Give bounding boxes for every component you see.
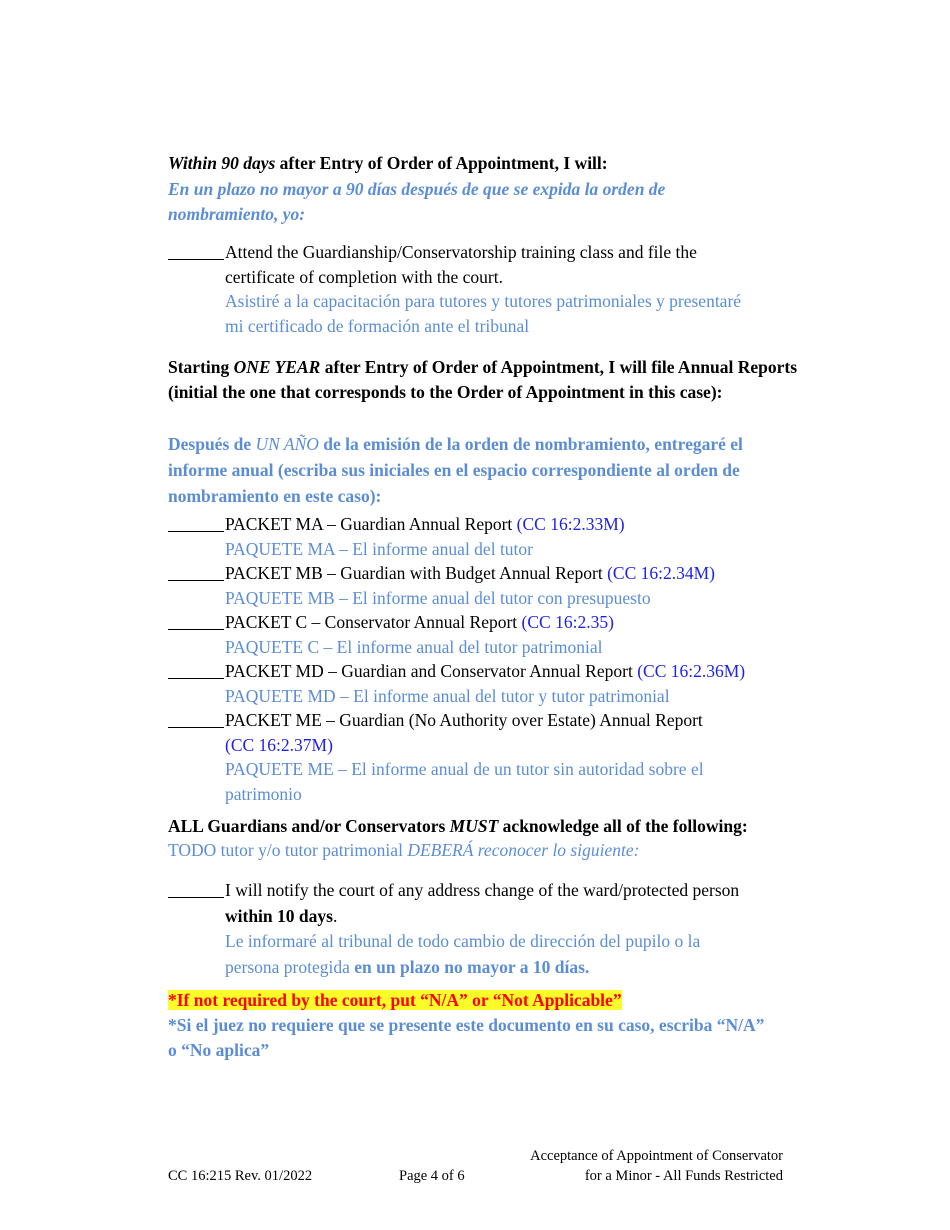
packet-c-spanish: PAQUETE C – El informe anual del tutor patrimonial [225,636,603,657]
training-item-line1: Attend the Guardianship/Conservatorship training class and file the [225,242,697,262]
address-item-es-line1: Le informaré al tribunal de todo cambio de dirección del pupilo o la [225,931,701,951]
packet-md-label: PACKET MD – Guardian and Conservator Annual Report [225,661,638,681]
packet-me-es-line1: PAQUETE ME – El informe anual de un tutor sin autoridad sobre el [225,759,704,779]
footer-title-line1: Acceptance of Appointment of Conservator [530,1148,783,1164]
packet-md-code: (CC 16:2.36M) [637,661,746,681]
notice-highlight-text: *If not required by the court, put “N/A” or “Not Applicable” [168,990,622,1010]
packet-c [225,610,805,659]
packet-ma [225,512,805,561]
packet-me-label: PACKET ME – Guardian (No Authority over Estate) Annual Report [225,710,703,730]
section1-heading-spanish: En un plazo no mayor a 90 días después de que se expida la orden de nombramiento, yo: [168,179,666,224]
section3-heading [168,814,828,839]
footer-form-title [490,1146,783,1186]
address-item-line1: I will notify the court of any address change of the ward/protected person [225,880,740,900]
packet-md-spanish: PAQUETE MD – El informe anual del tutor y tutor patrimonial [225,685,670,706]
initials-blank-packet-ma[interactable] [168,514,224,532]
packet-c-code: (CC 16:2.35) [521,612,614,632]
address-item-period: . [332,905,338,926]
address-item-es-line2: persona protegida [225,956,355,977]
packet-ma-label: PACKET MA – Guardian Annual Report [225,514,517,534]
section3-es-emphasis: DEBERÁ reconocer lo siguiente: [407,840,640,860]
packet-me [225,708,805,806]
section3-heading-b: acknowledge all of the following: [498,816,748,836]
footer-title-line2: for a Minor - All Funds Restricted [584,1168,783,1184]
section3-heading-spanish [168,838,808,863]
footer-form-code: CC 16:215 Rev. 01/2022 [168,1168,313,1184]
packet-ma-spanish: PAQUETE MA – El informe anual del tutor [225,538,533,559]
section1-heading-text: after Entry of Order of Appointment, I will: [275,153,608,173]
section1-heading [168,151,808,176]
address-item-bold: within 10 days [225,905,333,926]
section2-heading-emphasis: ONE YEAR [233,357,321,377]
section1-heading-emphasis: Within 90 days [168,153,276,173]
training-item-es-line2: mi certificado de formación ante el tribunal [225,315,530,336]
section2-es-a: Después de [168,434,256,454]
initials-blank-address-change[interactable] [168,880,224,898]
section3-es-a: TODO tutor y/o tutor patrimonial [168,840,408,860]
section2-heading-a: Starting [168,357,234,377]
training-item-es-line1: Asistiré a la capacitación para tutores y tutores patrimoniales y presentaré [225,291,742,311]
address-change-item [225,878,805,980]
address-item-es-bold: en un plazo no mayor a 10 días. [354,956,590,977]
footer-page-number: Page 4 of 6 [399,1168,465,1184]
packet-ma-code: (CC 16:2.33M) [516,514,625,534]
initials-blank-training[interactable] [168,242,224,260]
section2-heading-b: after Entry of Order of Appointment, I will file Annual Reports (initial the one that corresponds to the Order of Appointment in this case): [168,357,798,402]
packet-mb-spanish: PAQUETE MB – El informe anual del tutor con presupuesto [225,587,651,608]
training-item-line2: certificate of completion with the court. [225,266,503,287]
packet-mb-code: (CC 16:2.34M) [607,563,716,583]
section2-es-b: de la emisión de la orden de nombramiento, entregaré el informe anual (escriba sus iniciales en el espacio correspondiente al orden de nombramiento en este caso): [168,434,743,506]
packet-mb [225,561,805,610]
initials-blank-packet-c[interactable] [168,612,224,630]
section3-heading-emphasis: MUST [449,816,499,836]
packet-md [225,659,805,708]
training-item [225,240,805,338]
packet-me-code: (CC 16:2.37M) [225,734,333,755]
initials-blank-packet-me[interactable] [168,710,224,728]
section3-heading-a: ALL Guardians and/or Conservators [168,816,450,836]
packet-c-label: PACKET C – Conservator Annual Report [225,612,522,632]
notice-highlight [168,988,808,1013]
notice-spanish: *Si el juez no requiere que se presente este documento en su caso, escriba “N/A” o “No aplica” [168,1015,765,1060]
initials-blank-packet-mb[interactable] [168,563,224,581]
section2-es-emphasis: UN AÑO [255,434,319,454]
initials-blank-packet-md[interactable] [168,661,224,679]
packet-me-es-line2: patrimonio [225,783,302,804]
section2-heading [168,355,808,405]
section2-heading-spanish [168,431,778,509]
packet-mb-label: PACKET MB – Guardian with Budget Annual Report [225,563,608,583]
